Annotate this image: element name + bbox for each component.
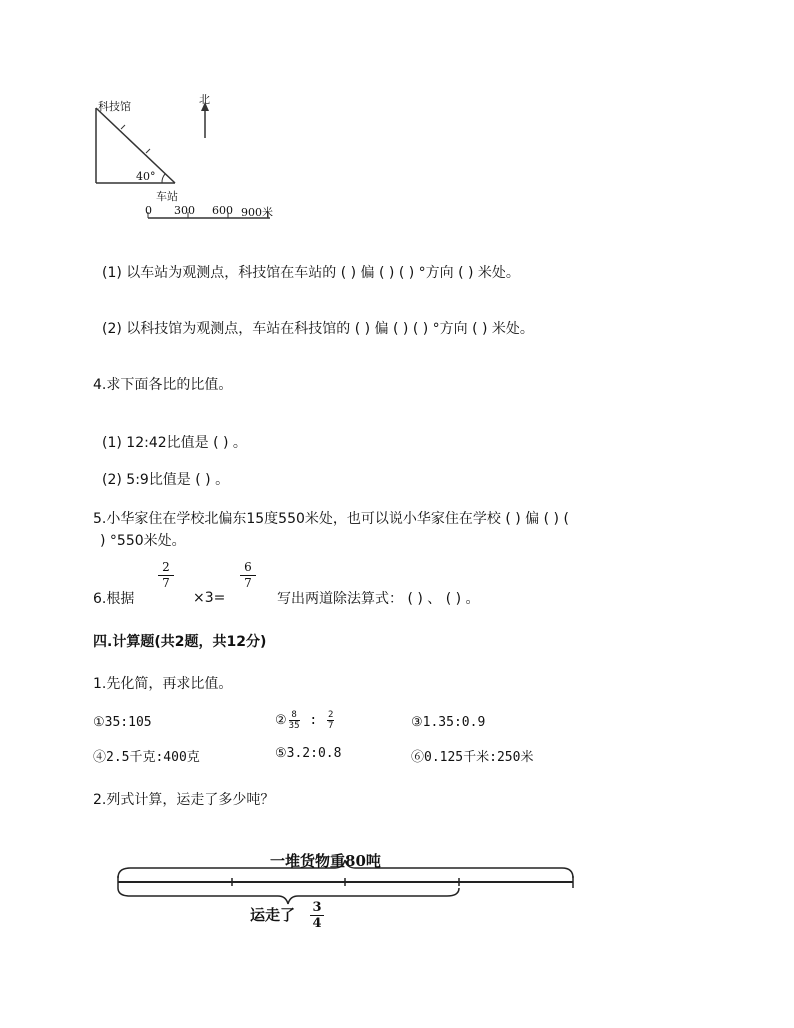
scale-tick-600: 600	[212, 204, 233, 217]
station-label: 车站	[156, 190, 178, 203]
scale-tick-300: 300	[174, 204, 195, 217]
item-1: ①35:105	[93, 715, 152, 730]
question-6-times: ×3=	[193, 590, 226, 606]
scale-tick-900: 900米	[241, 206, 273, 219]
moved-brace	[118, 888, 459, 904]
question-5-line2: ) °550米处。	[100, 533, 186, 549]
angle-label: 40°	[136, 170, 156, 183]
cargo-bar-diagram	[110, 848, 580, 938]
item-2: ② $\frac{8}{35}$ : $\frac{2}{7}$	[275, 710, 334, 731]
item-5: ⑤3.2:0.8	[275, 746, 342, 761]
question-5-line1: 5.小华家住在学校北偏东15度550米处，也可以说小华家住在学校 ( ) 偏 ( ) (	[93, 511, 569, 527]
section-4-q2: 2.列式计算，运走了多少吨？	[93, 792, 275, 808]
item-6: ⑥0.125千米:250米	[411, 750, 534, 765]
question-4: 4.求下面各比的比值。	[93, 377, 233, 393]
scale-tick-0: 0	[145, 204, 152, 217]
question-6-prefix: 6.根据	[93, 591, 135, 607]
bar-bottom-label: 运走了	[250, 906, 296, 924]
direction-diagram	[90, 88, 290, 228]
bar-fraction: $\frac{3}{4}$	[310, 900, 324, 931]
north-label: 北	[199, 93, 210, 106]
museum-label: 科技馆	[98, 100, 131, 113]
item-4: ④2.5千克:400克	[93, 750, 200, 765]
section-4-title: 四.计算题(共2题，共12分)	[93, 634, 267, 650]
fraction-2-7: $\frac{2}{7}$	[158, 560, 174, 590]
question-4-1: (1) 12:42比值是 ( ) 。	[102, 435, 247, 451]
angle-arc	[162, 174, 165, 183]
fraction-6-7: $\frac{6}{7}$	[240, 560, 256, 590]
question-6-suffix: 写出两道除法算式： ( ) 、 ( ) 。	[277, 591, 480, 607]
question-3-2: (2) 以科技馆为观测点，车站在科技馆的 ( ) 偏 ( ) ( ) °方向 ( ) 米处。	[102, 321, 534, 337]
item-3: ③1.35:0.9	[411, 715, 486, 730]
section-4-q1: 1.先化简，再求比值。	[93, 676, 233, 692]
question-3-1: (1) 以车站为观测点，科技馆在车站的 ( ) 偏 ( ) ( ) °方向 ( ) 米处。	[102, 265, 520, 281]
question-4-2: (2) 5:9比值是 ( ) 。	[102, 472, 230, 488]
bar-top-label: 一堆货物重80吨	[270, 852, 381, 870]
